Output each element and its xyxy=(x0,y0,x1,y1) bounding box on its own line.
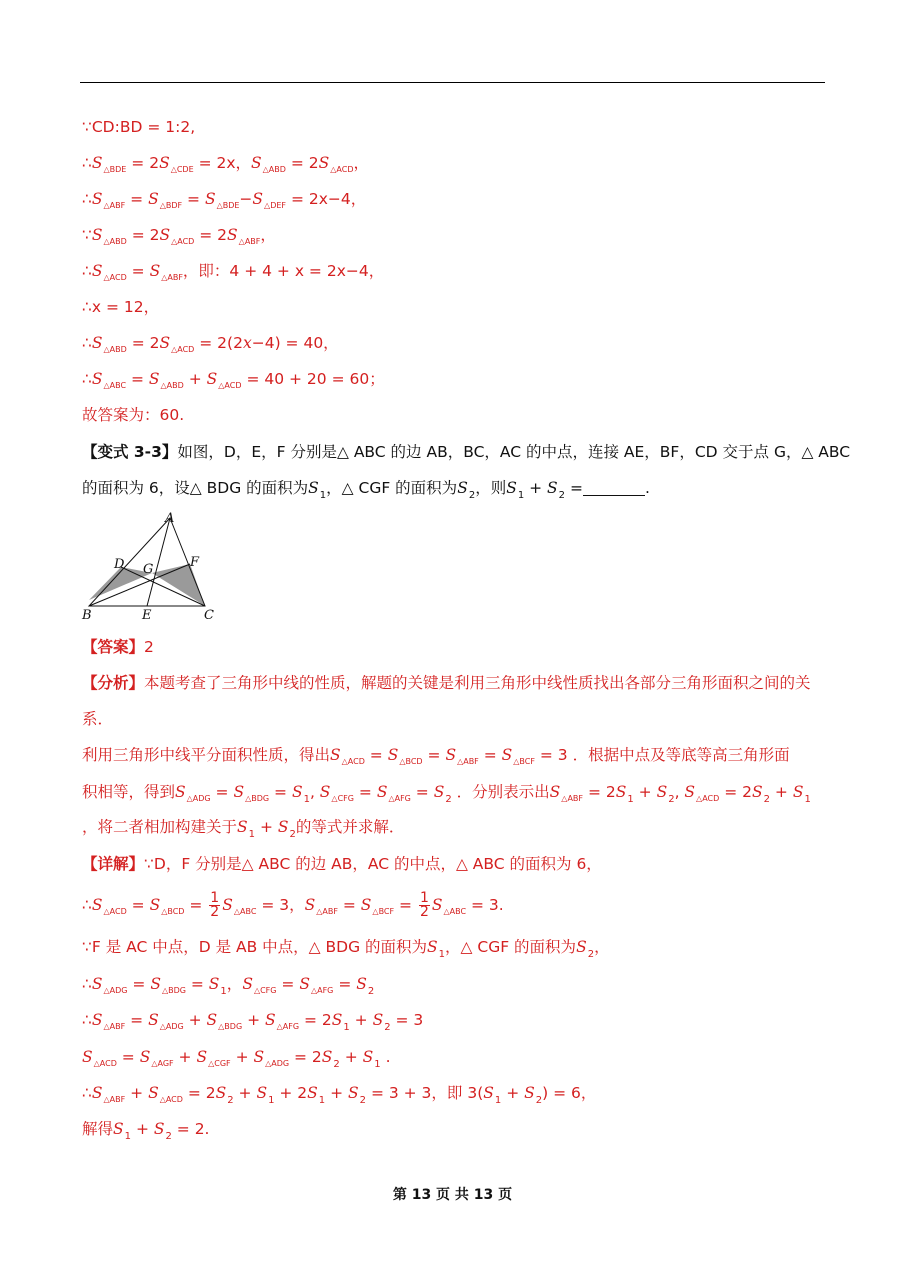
label-b: B xyxy=(82,608,92,623)
label-f: F xyxy=(190,555,200,570)
triangle-figure xyxy=(80,508,220,626)
page-footer: 第 13 页 共 13 页 xyxy=(392,1187,513,1203)
header-rule xyxy=(80,82,825,83)
line-s-bde: $\therefore S_{\triangle BDE} = 2S_{\triangle CDE} = 2x$，$S_{\triangle ABD} = 2S_{\triangle ACD}$， xyxy=(82,154,370,174)
analysis-line-1: 【分析】本题考查了三角形中线的性质，解题的关键是利用三角形中线性质找出各部分三角形面积之间的关 xyxy=(82,674,811,692)
analysis-line-3: 利用三角形中线平分面积性质，得出$S_{\triangle ACD} = S_{\triangle BCD} = S_{\triangle ABF} = S_{\triangle BCF} = 3$ ．根据中点及等底等高三角形面 xyxy=(82,746,790,766)
detail-line-2: $\therefore S_{\triangle ACD} = S_{\triangle BCD}$ = $\frac{1}{2}$ $S_{\triangle ABC} = 3$，$S_{\triangle ABF} = S_{\triangle BCF}$ = $\frac{1}{2}$ $S_{\triangle ABC} = 3$. xyxy=(82,890,504,920)
answer-value: 2 xyxy=(144,638,154,656)
analysis-line-4: 积相等，得到$S_{\triangle ADG} = S_{\triangle BDG} = S_1$, $S_{\triangle CFG} = S_{\triangle AFG} = S_2$ ．分别表示出$S_{\triangle ABF} = 2S_1 + S_2$, $S_{\triangle ACD} = 2S_2 + S_1$ xyxy=(82,783,811,805)
detail-line-7: $\therefore S_{\triangle ABF} + S_{\triangle ACD} = 2S_2 + S_1 + 2S_1 + S_2 = 3 + 3$，即 $3(S_1 + S_2) = 6$， xyxy=(82,1084,597,1106)
label-e: E xyxy=(142,608,152,623)
line-s-abc: $\therefore S_{\triangle ABC} = S_{\triangle ABD} + S_{\triangle ACD} = 40 + 20 = 60$； xyxy=(82,370,385,390)
line-x: ∴x = 12， xyxy=(82,298,160,316)
line-cd-bd: ∵CD:BD = 1:2, xyxy=(82,118,196,136)
detail-line-6: $S_{\triangle ACD} = S_{\triangle AGF} + S_{\triangle CGF} + S_{\triangle ADG} = 2S_2 + S_1$ . xyxy=(82,1048,391,1070)
variant-tag: 【变式 3-3】 xyxy=(82,443,178,461)
label-g: G xyxy=(143,562,154,577)
label-d: D xyxy=(114,557,125,572)
detail-line-5: $\therefore S_{\triangle ABF} = S_{\triangle ADG} + S_{\triangle BDG} + S_{\triangle AFG} = 2S_1 + S_2 = 3$ xyxy=(82,1011,424,1033)
line-s-abf: $\therefore S_{\triangle ABF} = S_{\triangle BDF} = S_{\triangle BDE}-S_{\triangle DEF} = 2x-4$， xyxy=(82,190,367,210)
line-s-abd: $\because S_{\triangle ABD} = 2S_{\triangle ACD} = 2S_{\triangle ABF}$， xyxy=(82,226,276,246)
variant-line-2: 的面积为 6，设△ BDG 的面积为$S_1$，△ CGF 的面积为$S_2$，则$S_1 + S_2$ = . xyxy=(82,479,650,501)
analysis-line-5: ，将二者相加构建关于$S_1 + S_2$的等式并求解． xyxy=(82,818,405,840)
analysis-line-2: 系． xyxy=(82,710,114,728)
line-s-abd-value: $\therefore S_{\triangle ABD} = 2S_{\triangle ACD} = 2(2x-4) = 40$， xyxy=(82,334,339,354)
label-a: A xyxy=(165,511,175,526)
detail-line-1: 【详解】∵D，F 分别是△ ABC 的边 AB，AC 的中点，△ ABC 的面积为 6， xyxy=(82,855,602,873)
line-answer-60: 故答案为：60. xyxy=(82,406,185,424)
detail-line-8: 解得$S_1 + S_2 = 2$. xyxy=(82,1120,210,1142)
answer-line: 【答案】2 xyxy=(82,638,154,656)
variant-line-1: 【变式 3-3】如图，D，E，F 分别是△ ABC 的边 AB，BC，AC 的中点，连接 AE，BF，CD 交于点 G，△ ABC xyxy=(82,443,851,461)
label-c: C xyxy=(204,608,214,623)
line-s-acd: $\therefore S_{\triangle ACD} = S_{\triangle ABF}$，即：4 + 4 + x = 2x−4， xyxy=(82,262,385,282)
answer-blank xyxy=(583,481,645,496)
detail-line-3: ∵F 是 AC 中点，D 是 AB 中点，△ BDG 的面积为$S_1$，△ CGF 的面积为$S_2$， xyxy=(82,938,610,960)
detail-line-4: $\therefore S_{\triangle ADG} = S_{\triangle BDG} = S_1$，$S_{\triangle CFG} = S_{\triangle AFG} = S_2$ xyxy=(82,975,375,997)
